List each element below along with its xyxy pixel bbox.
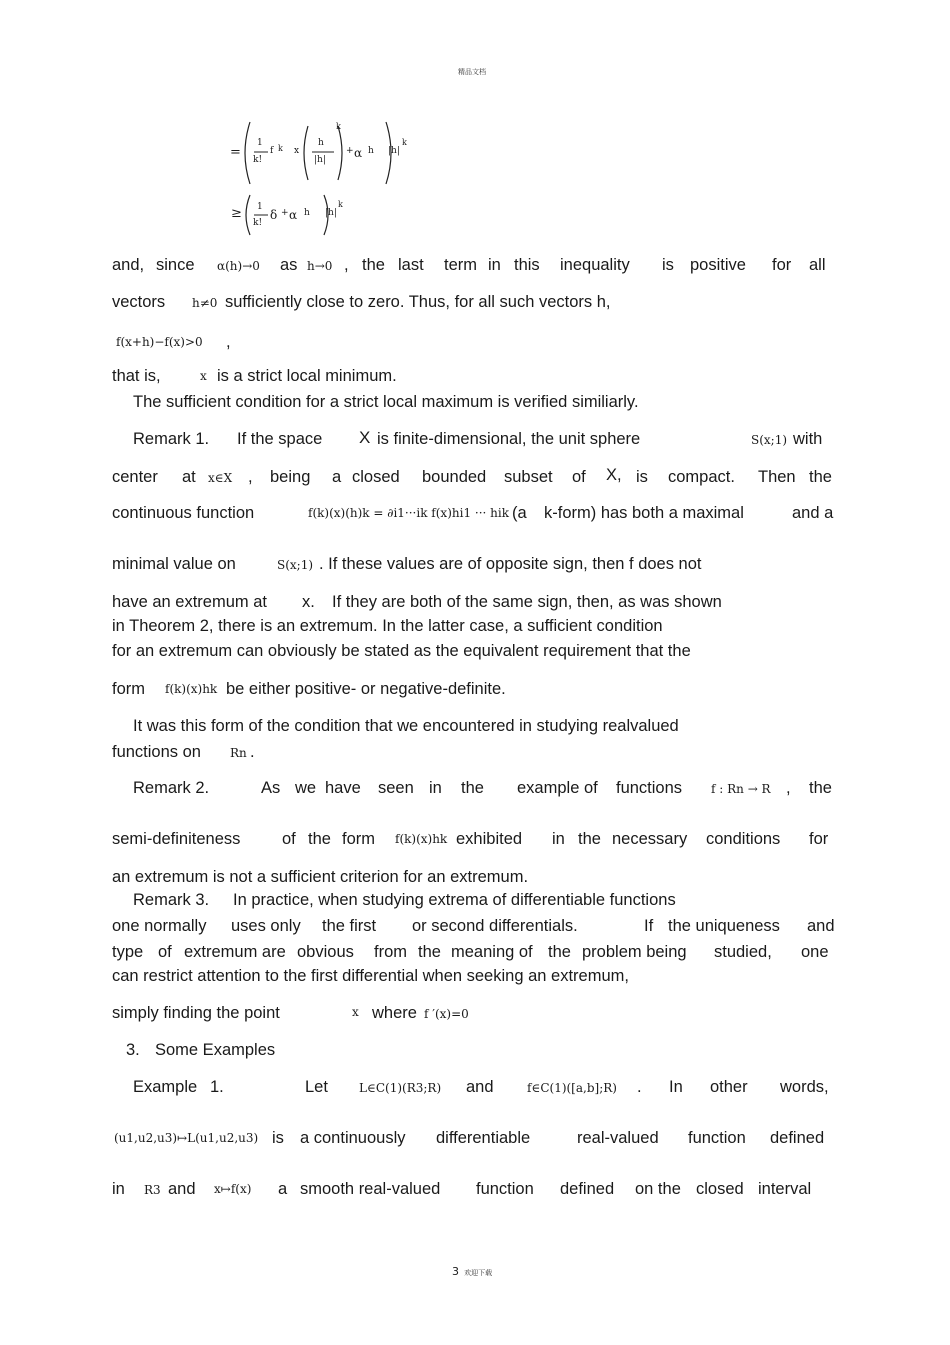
text-line-22: can restrict attention to the first differential when seeking an extremum, [112, 967, 629, 985]
text-line-12: for an extremum can obviously be stated as the equivalent requirement that the [112, 642, 691, 660]
footer-text: 欢迎下载 [464, 1269, 493, 1277]
equation-2: ≥ 1 k! δ + α h |h| k [228, 192, 378, 238]
text-line-5: The sufficient condition for a strict local maximum is verified similiarly. [133, 393, 639, 411]
text-line-11: in Theorem 2, there is an extremum. In the latter case, a sufficient condition [112, 617, 663, 635]
page-header: 精品文档 [458, 68, 486, 76]
equation-2-brackets [228, 192, 378, 238]
page-footer [452, 1260, 492, 1279]
page-number: 3 [452, 1265, 459, 1278]
equation-1: = 1 k! f k x h |h| k + α h |h| k [228, 118, 418, 188]
text-line-14: It was this form of the condition that we encountered in studying realvalued [133, 717, 679, 735]
text-line-18: an extremum is not a sufficient criterion for an extremum. [112, 868, 529, 886]
